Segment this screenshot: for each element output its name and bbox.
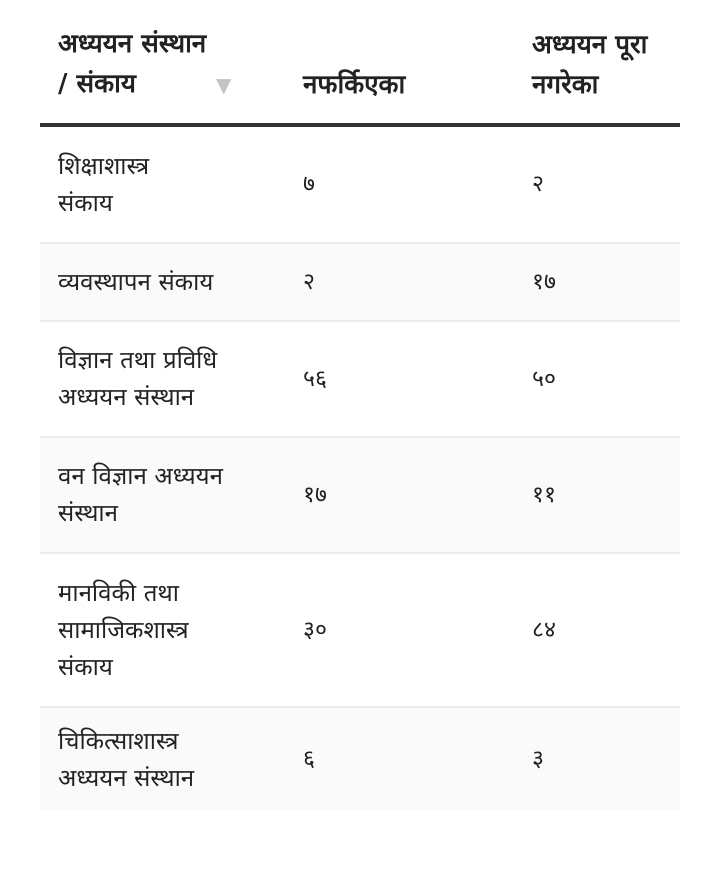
institute-name: व्यवस्थापन संकाय [58,267,214,296]
cell-not-completed: ५० [514,321,680,437]
table-row [40,437,680,553]
table-row [40,321,680,437]
header-not-returned[interactable] [285,0,514,125]
cell-not-returned: ६ [285,707,514,811]
cell-not-returned: ७ [285,125,514,243]
cell-not-completed: १७ [514,243,680,321]
cell-not-completed: ३ [514,707,680,811]
institute-name: विज्ञान तथा प्रविधि अध्ययन संस्थान [58,346,218,411]
header-not-completed[interactable] [514,0,680,125]
sort-down-icon[interactable]: ▼ [216,73,232,97]
institute-name: मानविकी तथा सामाजिकशास्त्र संकाय [58,578,189,681]
header-not-returned-label: नफर्किएका [303,70,406,100]
cell-not-completed: ८४ [514,553,680,707]
header-institute[interactable] [40,0,285,125]
institute-name: वन विज्ञान अध्ययन संस्थान [58,462,223,527]
cell-not-completed: ११ [514,437,680,553]
data-table-container [40,0,680,811]
cell-institute [40,125,285,243]
table-row [40,243,680,321]
table-header [40,0,680,125]
cell-not-returned: ३० [285,553,514,707]
institute-table [40,0,680,811]
table-row [40,707,680,811]
cell-not-returned: १७ [285,437,514,553]
table-row [40,553,680,707]
header-institute-label: अध्ययन संस्थान / संकाय [58,29,207,99]
cell-institute [40,707,285,811]
cell-institute [40,243,285,321]
cell-institute [40,553,285,707]
institute-name: शिक्षाशास्त्र संकाय [58,151,150,217]
institute-name: चिकित्साशास्त्र अध्ययन संस्थान [58,726,195,792]
cell-institute [40,321,285,437]
table-body [40,125,680,811]
cell-not-returned: २ [285,243,514,321]
cell-not-completed: २ [514,125,680,243]
table-row [40,125,680,243]
header-not-completed-label: अध्ययन पूरा नगरेका [532,30,648,100]
cell-institute [40,437,285,553]
cell-not-returned: ५६ [285,321,514,437]
header-row [40,0,680,125]
